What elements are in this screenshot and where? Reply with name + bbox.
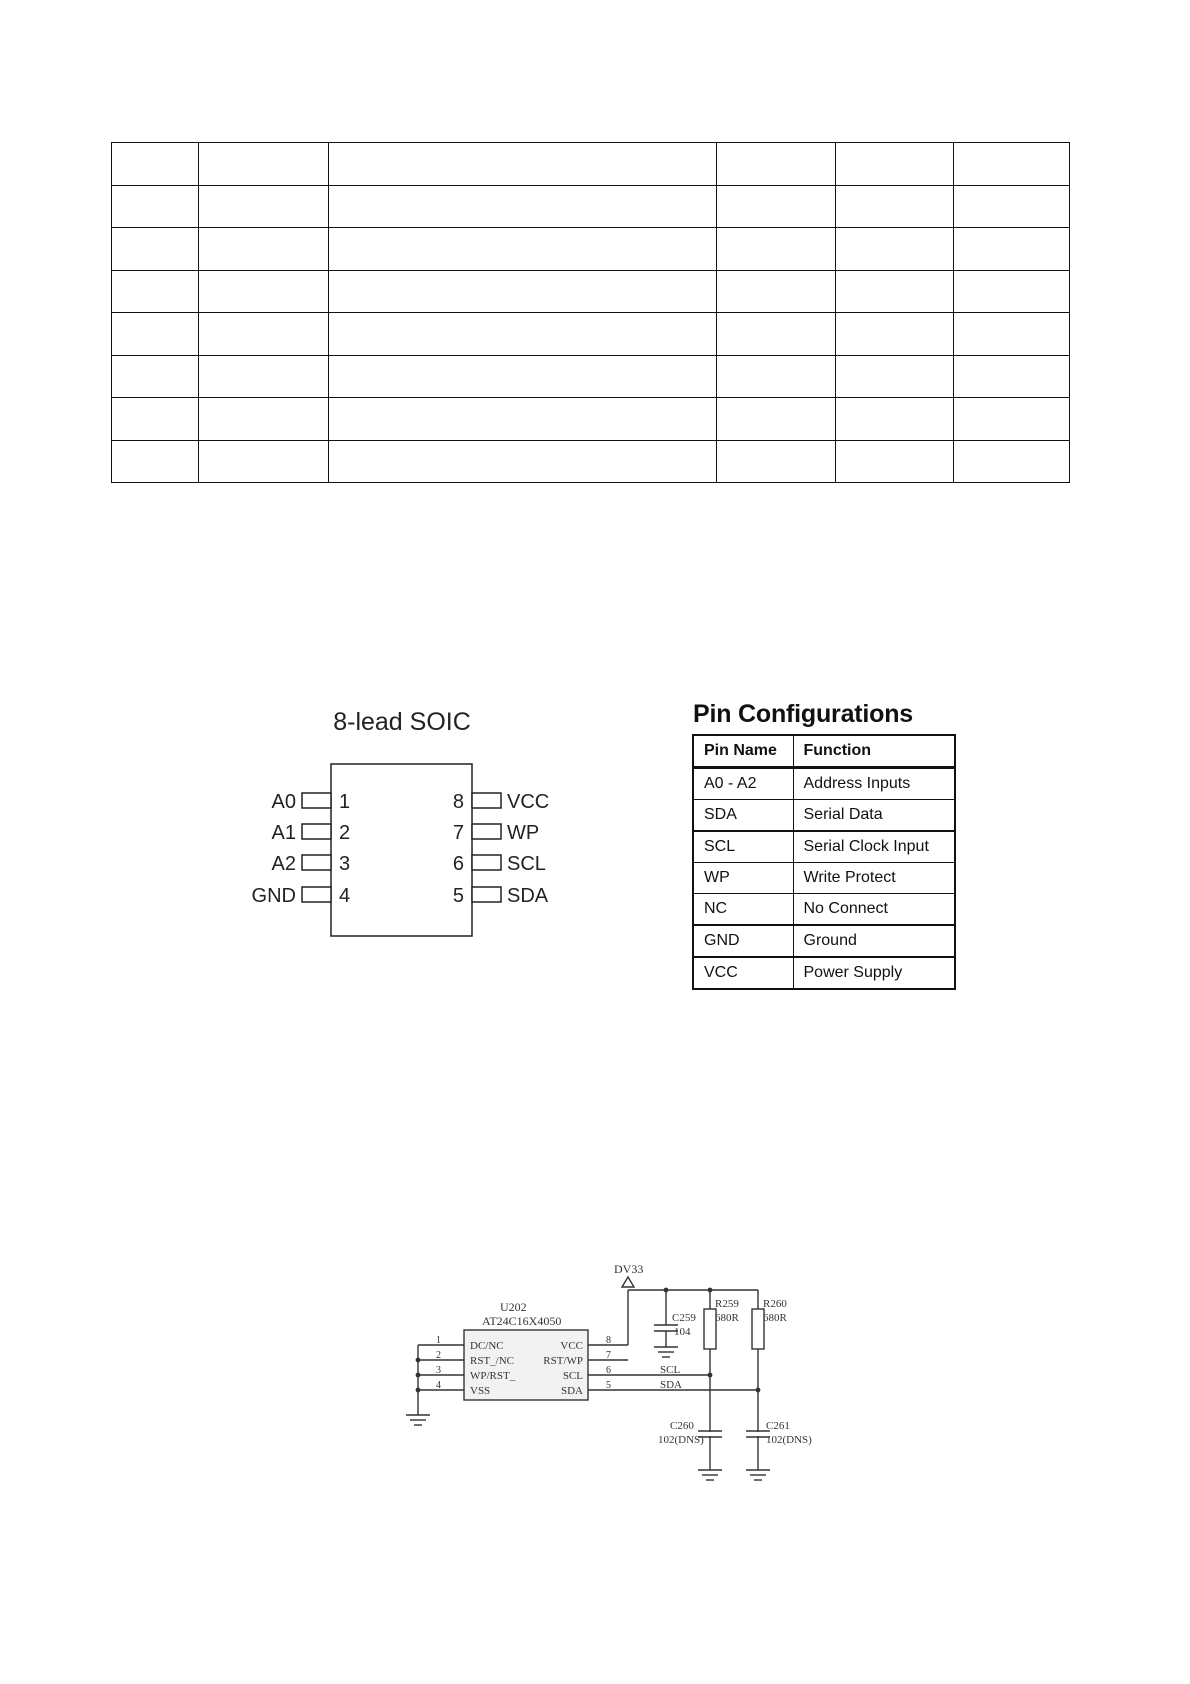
pin-4-name: GND [251,885,296,907]
table-cell [329,228,717,271]
table-cell [199,143,329,186]
header-function: Function [793,735,955,768]
power-label: DV33 [614,1262,644,1276]
c261-value: 102(DNS) [766,1434,812,1446]
c261-ref: C261 [766,1420,790,1432]
table-row [112,185,1070,228]
table-cell [836,313,954,356]
table-row [693,894,955,926]
soic-title: 8-lead SOIC [333,708,471,736]
r260-ref: R260 [763,1298,787,1310]
table-cell [329,398,717,441]
pin-name-cell: A0 - A2 [693,768,793,800]
table-cell [199,228,329,271]
table-cell [836,270,954,313]
table-cell [717,185,836,228]
pin-2-number: 2 [339,822,351,844]
ground-symbol-c259 [654,1347,678,1357]
ic-right-label-1: VCC [560,1340,583,1352]
net-label-scl: SCL [660,1364,681,1376]
table-row [112,270,1070,313]
pin-number-5: 5 [606,1380,611,1391]
table-cell [112,228,199,271]
pin-2-lead [302,824,331,839]
pin-8-number: 8 [452,791,464,813]
table-cell [954,355,1070,398]
table-cell [836,398,954,441]
pin-number-1: 1 [436,1335,441,1346]
junction-dot [708,1288,713,1293]
eeprom-schematic [370,1255,830,1495]
table-cell [112,398,199,441]
pin-number-2: 2 [436,1350,441,1361]
pin-8-name: VCC [507,791,550,813]
function-cell: No Connect [793,894,955,926]
table-cell [717,355,836,398]
pin-7-number: 7 [452,822,464,844]
table-row [693,831,955,863]
table-row [112,355,1070,398]
table-cell [329,313,717,356]
table-row [693,800,955,832]
r259-value: 680R [715,1312,739,1324]
table-cell [329,440,717,483]
table-cell [717,440,836,483]
pin-4-number: 4 [339,885,351,907]
pin-8-lead [472,793,501,808]
soic-body [331,764,472,936]
pin-name-cell: SCL [693,831,793,863]
pin-table-header-row [693,735,955,768]
table-row [693,768,955,800]
pin-3-number: 3 [339,853,351,875]
table-cell [112,440,199,483]
pin-4-lead [302,887,331,902]
table-cell [199,440,329,483]
table-cell [199,398,329,441]
ic-left-label-2: RST_/NC [470,1355,515,1367]
pin-5-lead [472,887,501,902]
function-cell: Serial Data [793,800,955,832]
ic-ref: U202 [500,1300,527,1314]
table-cell [836,228,954,271]
c260-ref: C260 [670,1420,694,1432]
pin-7-name: WP [507,822,540,844]
pin-6-name: SCL [507,853,546,875]
pin-config-table [692,734,956,990]
pin-6-number: 6 [452,853,464,875]
junction-dot [416,1373,421,1378]
ic-left-label-3: WP/RST_ [470,1370,516,1382]
table-cell [717,228,836,271]
pin-5-number: 5 [452,885,464,907]
r260-value: 680R [763,1312,787,1324]
pin-name-cell: GND [693,925,793,957]
table-cell [112,143,199,186]
table-cell [954,185,1070,228]
c259-value: 104 [674,1326,691,1338]
pin-1-lead [302,793,331,808]
table-row [693,863,955,894]
pin-2-name: A1 [271,822,296,844]
table-cell [954,440,1070,483]
pin-6-lead [472,855,501,870]
table-cell [329,355,717,398]
table-cell [199,313,329,356]
table-row [112,313,1070,356]
c259-ref: C259 [672,1312,696,1324]
function-cell: Write Protect [793,863,955,894]
pin-5-name: SDA [507,885,549,907]
table-cell [717,398,836,441]
ic-left-label-1: DC/NC [470,1340,504,1352]
table-cell [954,398,1070,441]
table-cell [717,143,836,186]
table-cell [717,270,836,313]
soic-package-diagram [230,700,560,950]
pin-name-cell: NC [693,894,793,926]
pin-number-4: 4 [436,1380,441,1391]
pin-configurations [692,700,954,990]
table-cell [836,440,954,483]
ic-right-label-4: SDA [560,1385,583,1397]
table-cell [329,270,717,313]
table-cell [112,313,199,356]
table-cell [199,270,329,313]
table-cell [199,185,329,228]
net-label-sda: SDA [660,1379,683,1391]
junction-dot [708,1373,713,1378]
table-row [693,925,955,957]
table-cell [329,185,717,228]
r259-ref: R259 [715,1298,739,1310]
table-cell [329,143,717,186]
empty-grid-table [111,142,1070,483]
pin-number-6: 6 [606,1365,611,1376]
ic-right-label-2: RST/WP [543,1355,583,1367]
header-pin-name: Pin Name [693,735,793,768]
pin-config-title: Pin Configurations [693,700,913,728]
ground-symbol-left [406,1415,430,1425]
table-cell [112,355,199,398]
pin-name-cell: VCC [693,957,793,989]
ic-right-label-3: SCL [562,1370,583,1382]
table-cell [954,313,1070,356]
function-cell: Ground [793,925,955,957]
ground-symbol-c261 [746,1470,770,1480]
pin-number-3: 3 [436,1365,441,1376]
table-cell [954,143,1070,186]
power-arrow-icon [622,1277,634,1287]
table-row [112,440,1070,483]
pin-number-7: 7 [606,1350,611,1361]
table-row [693,957,955,989]
function-cell: Address Inputs [793,768,955,800]
table-row [112,398,1070,441]
table-cell [954,228,1070,271]
junction-dot [416,1388,421,1393]
ic-part: AT24C16X4050 [482,1314,562,1328]
junction-dot [664,1288,669,1293]
table-cell [112,185,199,228]
table-cell [836,355,954,398]
table-cell [112,270,199,313]
table-cell [199,355,329,398]
pin-1-number: 1 [339,791,351,813]
c260-value: 102(DNS) [658,1434,704,1446]
table-cell [954,270,1070,313]
ic-left-label-4: VSS [470,1385,491,1397]
function-cell: Power Supply [793,957,955,989]
pin-3-name: A2 [271,853,296,875]
table-cell [717,313,836,356]
junction-dot [756,1388,761,1393]
ground-symbol-c260 [698,1470,722,1480]
table-cell [836,143,954,186]
junction-dot [416,1358,421,1363]
pin-name-cell: WP [693,863,793,894]
pin-number-8: 8 [606,1335,611,1346]
function-cell: Serial Clock Input [793,831,955,863]
pin-3-lead [302,855,331,870]
pin-name-cell: SDA [693,800,793,832]
table-row [112,228,1070,271]
table-row [112,143,1070,186]
pin-1-name: A0 [271,791,296,813]
pin-7-lead [472,824,501,839]
table-cell [836,185,954,228]
